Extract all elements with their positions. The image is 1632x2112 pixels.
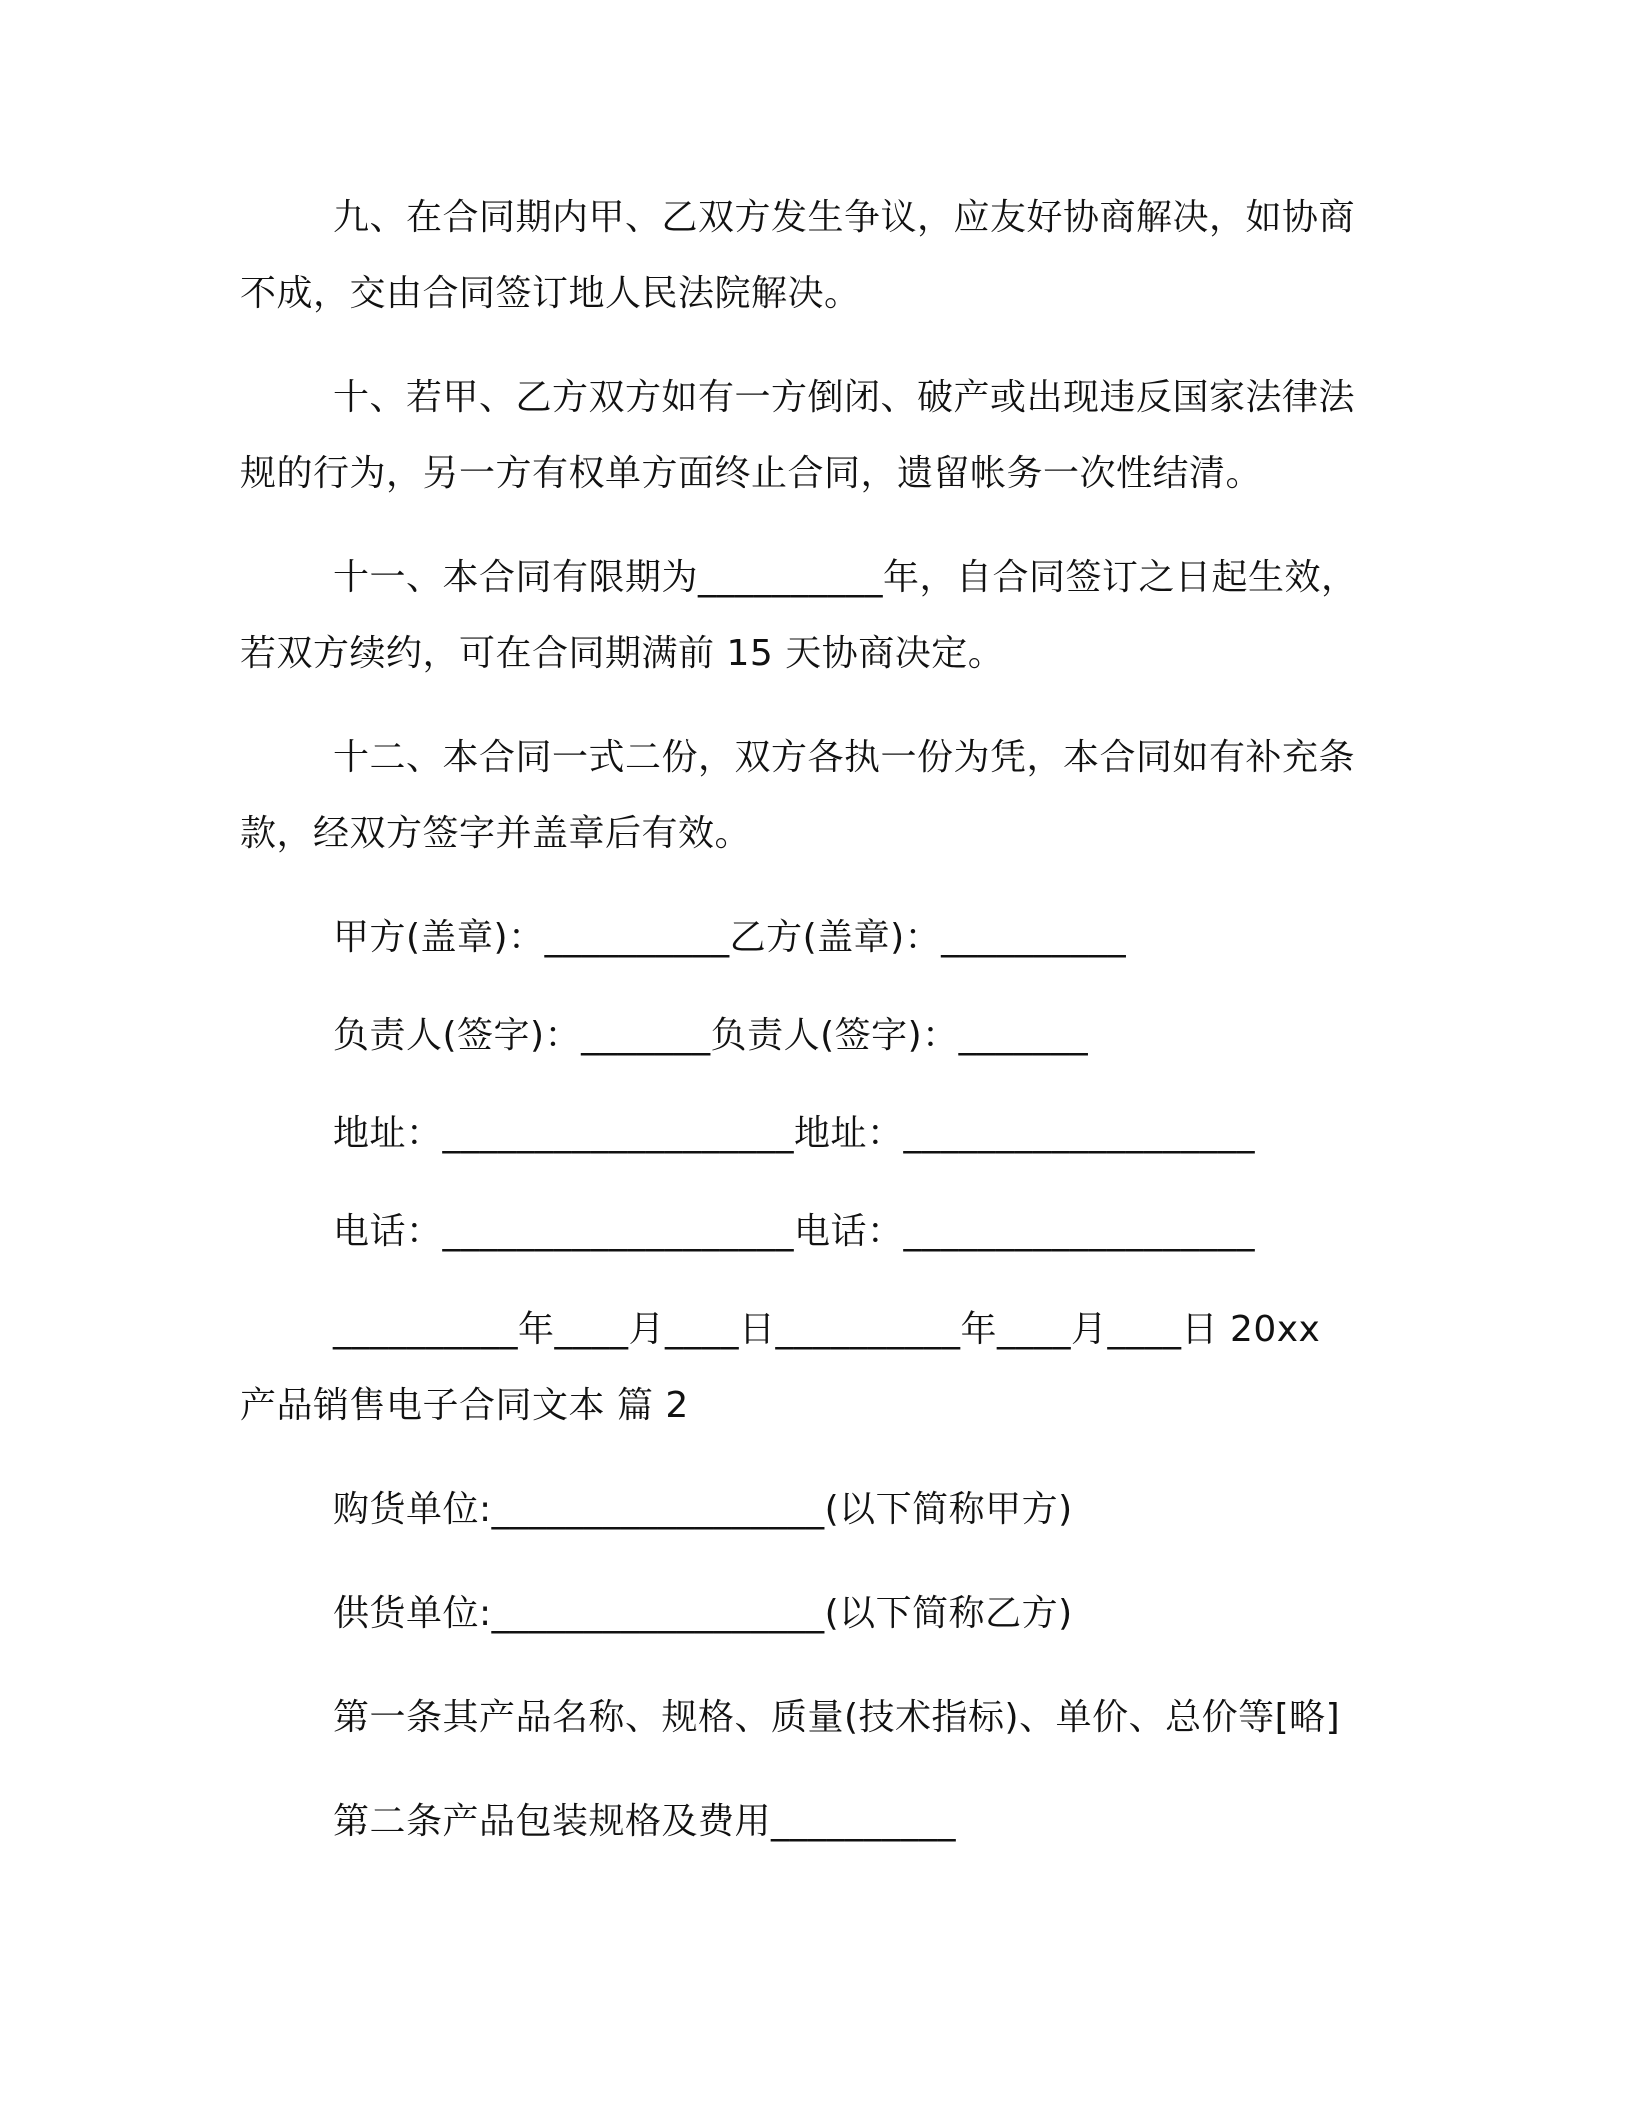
address-line: 地址：___________________地址：___________________	[333, 1113, 1256, 1154]
date-line: __________年____月____日__________年____月____日 20xx	[333, 1309, 1321, 1350]
section-2-title: 产品销售电子合同文本 篇 2	[240, 1385, 689, 1426]
responsible-person-line: 负责人(签字)：_______负责人(签字)：_______	[333, 1015, 1089, 1056]
clause-12-line-2: 款，经双方签字并盖章后有效。	[240, 813, 752, 854]
seal-line: 甲方(盖章)：__________乙方(盖章)：__________	[333, 917, 1127, 958]
clause-11-line-1: 十一、本合同有限期为__________年，自合同签订之日起生效，	[333, 557, 1358, 598]
article-1: 第一条其产品名称、规格、质量(技术指标)、单价、总价等[略]	[333, 1697, 1341, 1738]
supplier-line: 供货单位:__________________(以下简称乙方)	[333, 1593, 1073, 1634]
clause-9-line-2: 不成，交由合同签订地人民法院解决。	[240, 273, 861, 314]
phone-line: 电话：___________________电话：___________________	[333, 1211, 1256, 1252]
clause-10-line-2: 规的行为，另一方有权单方面终止合同，遗留帐务一次性结清。	[240, 453, 1263, 494]
buyer-line: 购货单位:__________________(以下简称甲方)	[333, 1489, 1073, 1530]
article-2: 第二条产品包装规格及费用__________	[333, 1801, 957, 1842]
clause-9-line-1: 九、在合同期内甲、乙双方发生争议，应友好协商解决，如协商	[333, 197, 1356, 238]
clause-10-line-1: 十、若甲、乙方双方如有一方倒闭、破产或出现违反国家法律法	[333, 377, 1356, 418]
clause-12-line-1: 十二、本合同一式二份，双方各执一份为凭，本合同如有补充条	[333, 737, 1356, 778]
clause-11-line-2: 若双方续约，可在合同期满前 15 天协商决定。	[240, 633, 1005, 674]
